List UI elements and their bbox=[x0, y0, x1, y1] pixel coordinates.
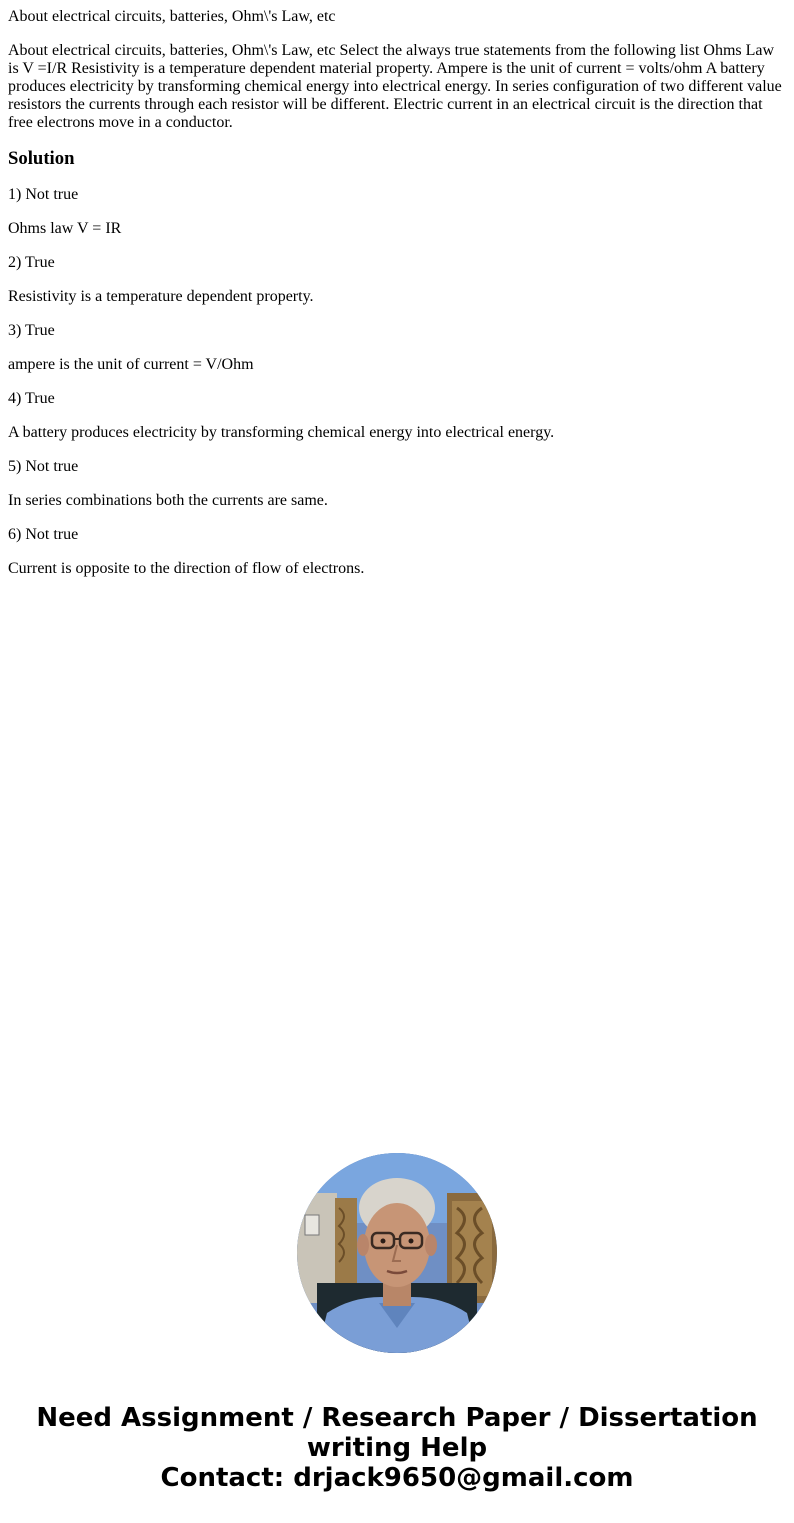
author-avatar bbox=[297, 1153, 497, 1353]
question-text: About electrical circuits, batteries, Ohm\'s Law, etc Select the always true statements from the following list Ohms Law is V =I/R Resistivity is a temperature dependent material property. Ampere is the unit of current = volts/ohm A battery produces electricity by transforming chemical energy into electrical energy. In series configuration of two different value resistors the currents through each resistor will be different. Electric current in an electrical circuit is the direction that free electrons move in a conductor. bbox=[8, 42, 782, 131]
answer-verdict: 1) Not true bbox=[8, 186, 79, 203]
answer-verdict: 2) True bbox=[8, 254, 55, 271]
promo-contact: Contact: drjack9650@gmail.com bbox=[160, 1463, 634, 1493]
answer-explanation: ampere is the unit of current = V/Ohm bbox=[8, 356, 254, 373]
answer-explanation: A battery produces electricity by transforming chemical energy into electrical energy. bbox=[8, 424, 555, 441]
promo-line-1: Need Assignment / Research Paper / Dissertation bbox=[36, 1403, 758, 1433]
promo-line-2: writing Help bbox=[306, 1433, 488, 1463]
document-body bbox=[8, 8, 786, 594]
answer-explanation: Resistivity is a temperature dependent property. bbox=[8, 288, 314, 305]
answer-explanation: Current is opposite to the direction of flow of electrons. bbox=[8, 560, 365, 577]
answer-verdict: 5) Not true bbox=[8, 458, 79, 475]
solution-heading: Solution bbox=[8, 148, 75, 169]
answer-verdict: 6) Not true bbox=[8, 526, 79, 543]
document-title: About electrical circuits, batteries, Ohm\'s Law, etc bbox=[8, 8, 336, 25]
answer-verdict: 4) True bbox=[8, 390, 55, 407]
author-photo-illustration bbox=[297, 1153, 497, 1353]
answer-explanation: In series combinations both the currents are same. bbox=[8, 492, 328, 509]
answer-verdict: 3) True bbox=[8, 322, 55, 339]
answer-explanation: Ohms law V = IR bbox=[8, 220, 122, 237]
promo-footer bbox=[0, 1403, 794, 1493]
